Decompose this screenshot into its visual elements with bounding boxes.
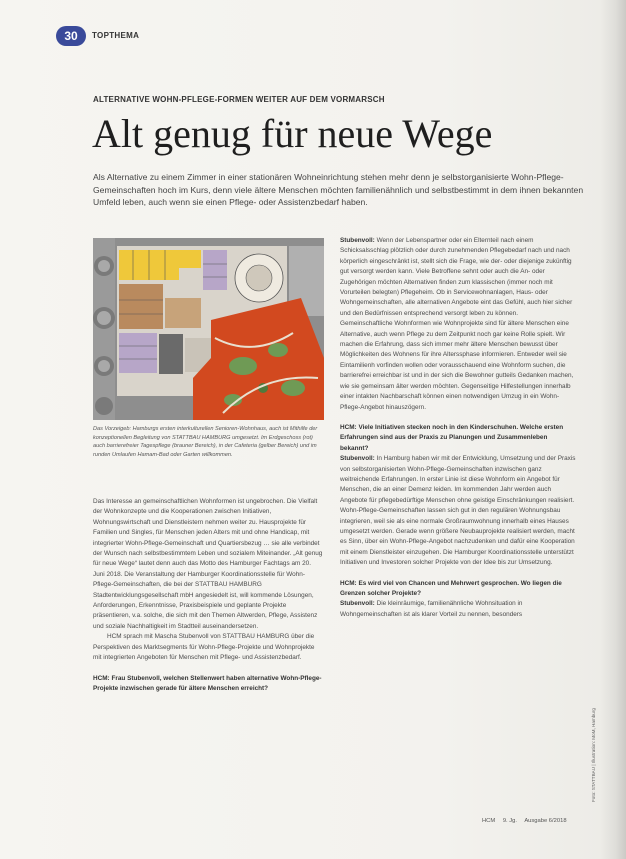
page-gutter-shadow xyxy=(600,0,626,859)
body-paragraph: HCM sprach mit Mascha Stubenvoll von STATTBAU HAMBURG über die Perspektiven des Marktsegments für Wohn-Pflege-Projekte und Wohnprojekte mit integrierten Angeboten für Menschen mit Pflege- und Assistenzbedarf. xyxy=(93,633,315,662)
interview-question: HCM: Frau Stubenvoll, welchen Stellenwert haben alternative Wohn-Pflege-Projekte inzwischen gerade für ältere Menschen erreicht? xyxy=(93,674,322,692)
article-right-column xyxy=(340,236,576,620)
plan-caption: Das Vorzeigeb: Hamburgs ersten interkulturellen Senioren-Wohnhaus, auch ist Mithilfe der konzeptionellen Begleitung von STATTBAU HAMBURG umgesetzt. Im Erdgeschoss (rot) auch barrierefreier Tagespflege (brauner Bereich), in der Cafeteria (gelber Bereich) und im runden Umlaufen Hamam-Bad oder Garten willkommen. xyxy=(93,426,318,458)
article-headline: Alt genug für neue Wege xyxy=(92,111,493,156)
interview-answer xyxy=(340,236,576,319)
article-left-column xyxy=(93,497,323,694)
floor-plan-illustration xyxy=(93,238,324,420)
body-paragraph: Gemeinschaftliche Wohnformen wie Wohnprojekte sind für ältere Menschen eine Alternative, auch wenn Pflege zu dem Zeitpunkt noch gar keine Rolle spielt. Wir machen die Erfahrung, dass sich immer mehr ältere Menschen bewusst über Möglichkeiten des Wohnens für ihre Alterssphase informieren. Entweder weil sie Eintamilienh vorfinden wollen oder vorausschauend eine Wohnform suchen, die barrierefrei erreichbar ist und in der sich die Bewohner gutteils Gedanken machen, wie sie gemeinsam älter werden möchten. Gegenseitige Hilfestellungen innerhalb einer intakten Nachbarschaft können einen notwendigen Umzug in ein Wohn-Pflege-Angebot hinauszögern. xyxy=(340,320,574,411)
issue-year: 9. Jg. xyxy=(502,818,518,824)
article-overline: ALTERNATIVE WOHN-PFLEGE-FORMEN WEITER AUF DEM VORMARSCH xyxy=(93,95,385,104)
interview-answer xyxy=(340,454,576,568)
body-paragraph: Das Interesse an gemeinschaftlichen Wohnformen ist ungebrochen. Die Vielfalt der Wohnkonzepte und die Kooperationen zwischen Initiativen, Wohnungswirtschaft und Dienstleistern nehmen weiter zu. Hausprojekte für Familien und Singles, für Menschen jeden Alters mit und ohne Handicap, mit integrierter Wohn-Pflege-Gemeinschaft und Quartiersbezug … sie alle verbindet der Wunsch nach selbstbestimmtem Leben und sozialem Miteinander. „Alt genug für neue Wege“ lautet denn auch das Motto des Hamburger Fachtags am 20. Juni 2018. Die Veranstaltung der Hamburger Koordinationsstelle für Wohn-Pflege-Gemeinschaften, die bei der STATTBAU HAMBURG Stadtentwicklungsgesellschaft mbH angesiedelt ist, will kommende Lösungen, Anforderungen, Erkenntnisse, Praxisbeispiele und geplante Projekte präsentieren, v.a. solche, die sich mit den Themen Altwerden, Pflege, Assistenz und soziale Nachhaltigkeit im Stadtteil auseinandersetzen. xyxy=(93,498,323,630)
answer-text: Wenn der Lebenspartner oder ein Elternteil nach einem Schicksalsschlag plötzlich oder durch zunehmenden Pflegebedarf nach und nach körperlich eingeschränkt ist, stellt sich die Frage, wie der- oder diejenige zukünftig gut versorgt werden kann. Viele Betroffene sehnt oder auch die An- oder Zugehörigen möchten Alternativen finden zum klassischen (immer noch mit Vorurteilen belegten) Pflegeheim. Ob in Servicewohnanlagen, Haus- oder Wohngemeinschaften, alle alternativen Angebote eint das Gefühl, auch hier sicher und den Bedürfnissen entsprechend versorgt leben zu können. xyxy=(340,237,573,317)
speaker-label: Stubenvoll: xyxy=(340,600,375,608)
section-label: TOPTHEMA xyxy=(92,31,140,40)
photo-credit: Foto: STATTBAU | Illustration: MoM, Hamburg xyxy=(591,708,596,802)
interview-answer xyxy=(340,599,576,620)
interview-question: HCM: Es wird viel von Chancen und Mehrwert gesprochen. Wo liegen die Grenzen solcher Projekte? xyxy=(340,579,562,597)
issue-number: Ausgabe 6/2018 xyxy=(524,818,567,824)
speaker-label: Stubenvoll: xyxy=(340,455,375,463)
article-lead: Als Alternative zu einem Zimmer in einer stationären Wohneinrichtung stehen mehr denn je selbstorganisierte Wohn-Pflege-Gemeinschaften hoch im Kurs, denn viele ältere Menschen möchten familienähnlich und selbstbestimmt in dem ihnen bekannten Umfeld leben, auch wenn sie einen Pflege- oder Assistenzbedarf haben. xyxy=(93,172,584,207)
answer-text: In Hamburg haben wir mit der Entwicklung, Umsetzung und der Praxis von selbstorganisierten Wohn-Pflege-Gemeinschaften inzwischen ganz weitreichende Erfahrungen. In erster Linie ist diese Wohnform ein Angebot für Menschen, die an einer Demenz leiden. Im kommenden Jahr werden auch Angebote für pflegebedürftige Menschen ohne geistige Einschränkungen realisiert. Wohn-Pflege-Gemeinschaften lassen sich gut in den regulären Wohnungsbau integrieren, weil sie als eine normale Großraumwohnung innerhalb eines Hauses umgesetzt werden. Gerade wenn größere Neubauprojekte realisiert werden, macht es Sinn, über ein Wohn-Pflege-Angebot nachzudenken und dafür eine Kooperation mit einem Dienstleister einzugehen. Die Hamburger Koordinationsstelle unterstützt Initiativen und Investoren solcher Projekte von der Idee bis zur Umsetzung. xyxy=(340,455,576,567)
speaker-label: Stubenvoll: xyxy=(340,237,375,244)
publication-name: HCM xyxy=(482,818,496,824)
page-number-badge: 30 xyxy=(56,26,86,46)
interview-question: HCM: Viele Initiativen stecken noch in den Kinderschuhen. Welche ersten Erfahrungen sind aus der Praxis zu Planungen und Zusammenleben bekannt? xyxy=(340,423,564,452)
page-footer xyxy=(482,817,573,825)
answer-text: Die kleinräumige, familienähnliche Wohnsituation in Wohngemeinschaften ist als klarer Vorteil zu nennen, besonders xyxy=(340,600,523,618)
